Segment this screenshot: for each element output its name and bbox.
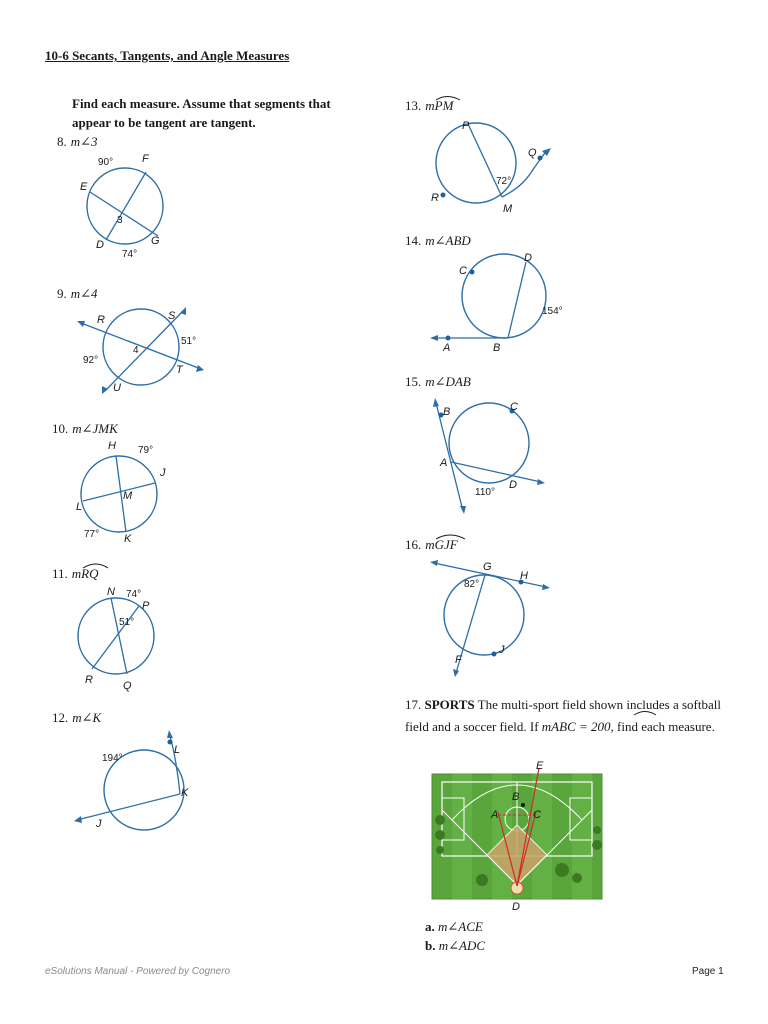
label-72: 72° — [496, 176, 512, 187]
label-74: 74° — [122, 249, 138, 260]
label-82: 82° — [464, 579, 480, 590]
problem-17b: b. m∠ADC — [425, 938, 486, 953]
footer-credit: eSolutions Manual - Powered by Cognero — [45, 966, 231, 977]
label-Q: Q — [528, 147, 537, 159]
label-S: S — [168, 310, 176, 322]
label-H: H — [520, 570, 528, 582]
label-R: R — [85, 674, 93, 686]
label-G: G — [483, 561, 492, 573]
point-C — [470, 270, 475, 275]
point-R — [441, 193, 446, 198]
problem-13-label: 13. mPM — [405, 98, 454, 113]
label-92: 92° — [83, 355, 99, 366]
figure-11 — [75, 584, 175, 694]
label-M: M — [503, 203, 513, 215]
label-3: 3 — [117, 215, 123, 226]
arrow — [433, 398, 439, 407]
figure-9 — [75, 305, 210, 395]
label-R: R — [431, 192, 439, 204]
label-N: N — [107, 586, 115, 598]
chord-pr — [92, 606, 139, 669]
label-R: R — [97, 314, 105, 326]
label-P: P — [462, 120, 470, 132]
page-number: Page 1 — [692, 966, 724, 977]
label-F: F — [455, 654, 462, 666]
figure-13 — [428, 118, 568, 218]
label-D: D — [524, 252, 532, 264]
label-77: 77° — [84, 529, 100, 540]
circle — [462, 254, 546, 338]
arrow — [167, 730, 173, 738]
point-L — [168, 740, 173, 745]
arrow — [102, 386, 108, 394]
label-C: C — [459, 265, 467, 277]
instructions: Find each measure. Assume that segments that appear to be tangent are tangent. — [72, 96, 331, 130]
label-D: D — [96, 239, 104, 251]
label-J: J — [499, 644, 505, 656]
label-C: C — [533, 809, 541, 821]
label-51: 51° — [119, 617, 135, 628]
label-K: K — [181, 787, 189, 799]
label-B: B — [443, 406, 451, 418]
label-74: 74° — [126, 589, 142, 600]
arrow — [430, 335, 438, 341]
problem-17-text: 17. SPORTS The multi-sport field shown includes a softball field and a soccer field. If mABC = 200, find each measure. — [405, 697, 721, 734]
arrow — [430, 560, 438, 566]
chord-eg — [90, 192, 158, 236]
label-A: A — [440, 457, 448, 469]
label-Q: Q — [123, 680, 132, 692]
label-H: H — [108, 440, 116, 452]
secant-ad — [451, 462, 541, 482]
label-79: 79° — [138, 445, 154, 456]
label-T: T — [176, 364, 183, 376]
label-D: D — [509, 479, 517, 491]
label-4: 4 — [133, 345, 139, 356]
label-G: G — [151, 235, 160, 247]
label-D: D — [512, 901, 520, 913]
figure-14 — [428, 250, 578, 360]
chord-nq — [111, 598, 127, 674]
circle — [444, 575, 524, 655]
secant-jk — [77, 794, 180, 820]
problem-12-label: 12. m∠K — [52, 710, 102, 725]
figure-10 — [75, 438, 185, 548]
label-J: J — [160, 467, 166, 479]
figure-16 — [428, 555, 558, 680]
arrow — [542, 584, 550, 590]
chord-bd — [508, 262, 526, 338]
label-E: E — [80, 181, 88, 193]
point-J — [492, 652, 497, 657]
label-E: E — [536, 760, 544, 772]
figure-8 — [80, 150, 180, 260]
point-Q — [538, 156, 543, 161]
chord-lj — [83, 483, 155, 501]
label-P: P — [142, 600, 150, 612]
label-L: L — [174, 744, 181, 756]
problem-8-label: 8. m∠3 — [57, 134, 98, 149]
page-title: 10-6 Secants, Tangents, and Angle Measures — [45, 48, 290, 63]
label-U: U — [113, 382, 121, 394]
arrow — [460, 506, 466, 514]
label-B: B — [512, 791, 520, 803]
label-194: 194° — [102, 753, 123, 764]
figure-15 — [425, 395, 550, 515]
problem-10-label: 10. m∠JMK — [52, 421, 118, 436]
label-L: L — [76, 501, 83, 513]
label-J: J — [96, 818, 102, 830]
circle — [436, 123, 516, 203]
figure-12 — [72, 728, 212, 838]
arrow — [77, 321, 85, 327]
sports-field-figure — [432, 760, 604, 915]
label-F: F — [142, 153, 149, 165]
label-A: A — [491, 809, 499, 821]
circle — [81, 456, 157, 532]
secant-su — [105, 311, 183, 391]
label-B: B — [493, 342, 501, 354]
problem-17a: a. m∠ACE — [425, 919, 483, 934]
arrow — [74, 816, 82, 823]
label-110: 110° — [475, 487, 495, 498]
label-90: 90° — [98, 157, 114, 168]
problem-9-label: 9. m∠4 — [57, 286, 98, 301]
label-A: A — [443, 342, 451, 354]
label-51: 51° — [181, 336, 197, 347]
arrow — [537, 479, 545, 485]
problem-14-label: 14. m∠ABD — [405, 233, 471, 248]
problem-16-label: 16. mGJF — [405, 537, 458, 552]
label-C: C — [510, 401, 518, 413]
arrow — [453, 669, 459, 677]
label-154: 154° — [542, 306, 563, 317]
problem-15-label: 15. m∠DAB — [405, 374, 471, 389]
point-A — [446, 336, 451, 341]
arrow — [196, 365, 204, 372]
label-K: K — [124, 533, 132, 545]
label-M: M — [123, 490, 133, 502]
problem-11-label: 11. mRQ — [52, 566, 99, 581]
